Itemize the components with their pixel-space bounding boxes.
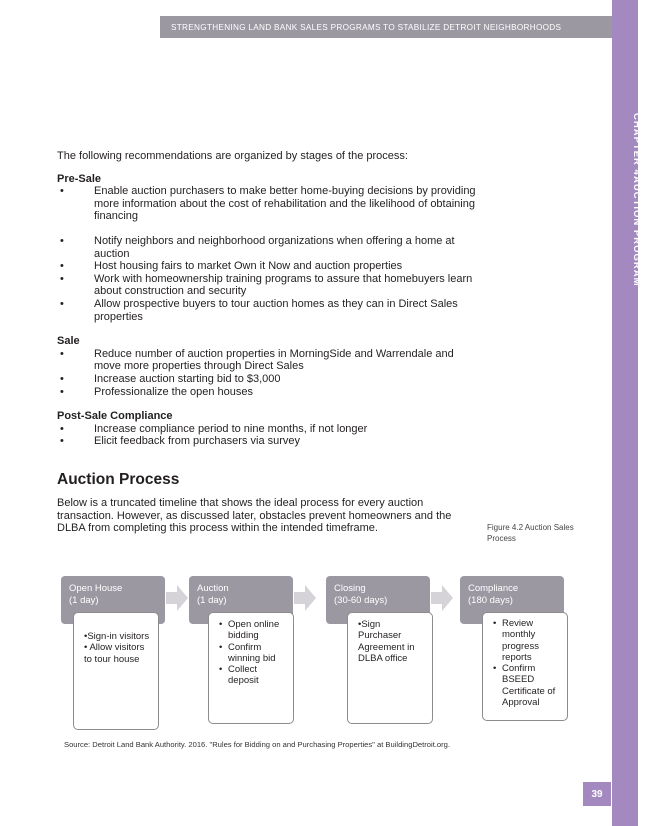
stage-title: Auction [197, 583, 229, 594]
sale-heading: Sale [57, 335, 80, 348]
list-item: •Sign-in visitors [84, 631, 150, 642]
list-item: • Enable auction purchasers to make better home-buying decisions by providing more information about the cost of rehabilitation and the likelihood of obtaining financing [57, 185, 477, 223]
post-sale-section [57, 410, 477, 448]
list-item: •Sign Purchaser Agreement in DLBA office [358, 619, 415, 664]
list-item: • Increase compliance period to nine months, if not longer [57, 423, 477, 436]
stage-duration: (1 day) [197, 594, 227, 606]
list-item: • Allow prospective buyers to tour auction homes as they can in Direct Sales properties [57, 298, 477, 323]
list-item: • Collect deposit [219, 664, 285, 687]
arrow-right-icon [431, 585, 453, 611]
stage-duration: (30-60 days) [334, 594, 388, 606]
list-item: • Elicit feedback from purchasers via survey [57, 435, 477, 448]
arrow-right-icon [166, 585, 188, 611]
stage-closing-details [347, 612, 433, 724]
list-item: • Reduce number of auction properties in MorningSide and Warrendale and move more properties through Direct Sales [57, 348, 477, 373]
pre-sale-section [57, 173, 477, 324]
list-item: • Confirm winning bid [219, 642, 285, 665]
chapter-number: CHAPTER 4 [631, 113, 642, 176]
chapter-section: AUCTION PROGRAM [631, 175, 642, 287]
list-item: • Review monthly progress reports [493, 618, 559, 663]
auction-process-heading: Auction Process [57, 471, 180, 488]
stage-title: Closing [334, 583, 366, 594]
post-sale-heading: Post-Sale Compliance [57, 410, 173, 423]
stage-title: Compliance [468, 583, 519, 594]
stage-duration: (180 days) [468, 594, 513, 606]
list-item: • Work with homeownership training programs to assure that homebuyers learn about construction and security [57, 273, 477, 298]
recommendations [57, 150, 477, 460]
list-item: • Increase auction starting bid to $3,000 [57, 373, 477, 386]
intro-text: The following recommendations are organized by stages of the process: [57, 150, 408, 162]
page-number: 39 [583, 782, 611, 806]
sale-section [57, 335, 477, 398]
chapter-side-label [616, 113, 656, 286]
auction-process-paragraph: Below is a truncated timeline that shows the ideal process for every auction transaction. However, as discussed later, obstacles prevent homeowners and the DLBA from completing this process within the intended timeframe. [57, 497, 452, 535]
stage-duration: (1 day) [69, 594, 99, 606]
stage-title: Open House [69, 583, 123, 594]
list-item: • Notify neighbors and neighborhood organizations when offering a home at auction [57, 235, 477, 260]
stage-compliance-details [482, 612, 568, 721]
figure-caption: Figure 4.2 Auction Sales Process [487, 523, 574, 543]
stage-open-house-details [73, 612, 159, 730]
list-item: • Confirm BSEED Certificate of Approval [493, 663, 559, 708]
running-header [160, 16, 612, 38]
list-item: • Allow visitors to tour house [84, 642, 145, 665]
arrow-right-icon [294, 585, 316, 611]
pre-sale-heading: Pre-Sale [57, 172, 102, 185]
list-item: • Professionalize the open houses [57, 386, 477, 399]
list-item: • Open online bidding [219, 619, 285, 642]
stage-auction-details [208, 612, 294, 724]
list-item: • Host housing fairs to market Own it Now and auction properties [57, 260, 477, 273]
running-header-title: STRENGTHENING LAND BANK SALES PROGRAMS TO STABILIZE DETROIT NEIGHBORHOODS [171, 22, 562, 32]
source-citation: Source: Detroit Land Bank Authority. 2016. "Rules for Bidding on and Purchasing Properties" at BuildingDetroit.org. [64, 740, 451, 749]
